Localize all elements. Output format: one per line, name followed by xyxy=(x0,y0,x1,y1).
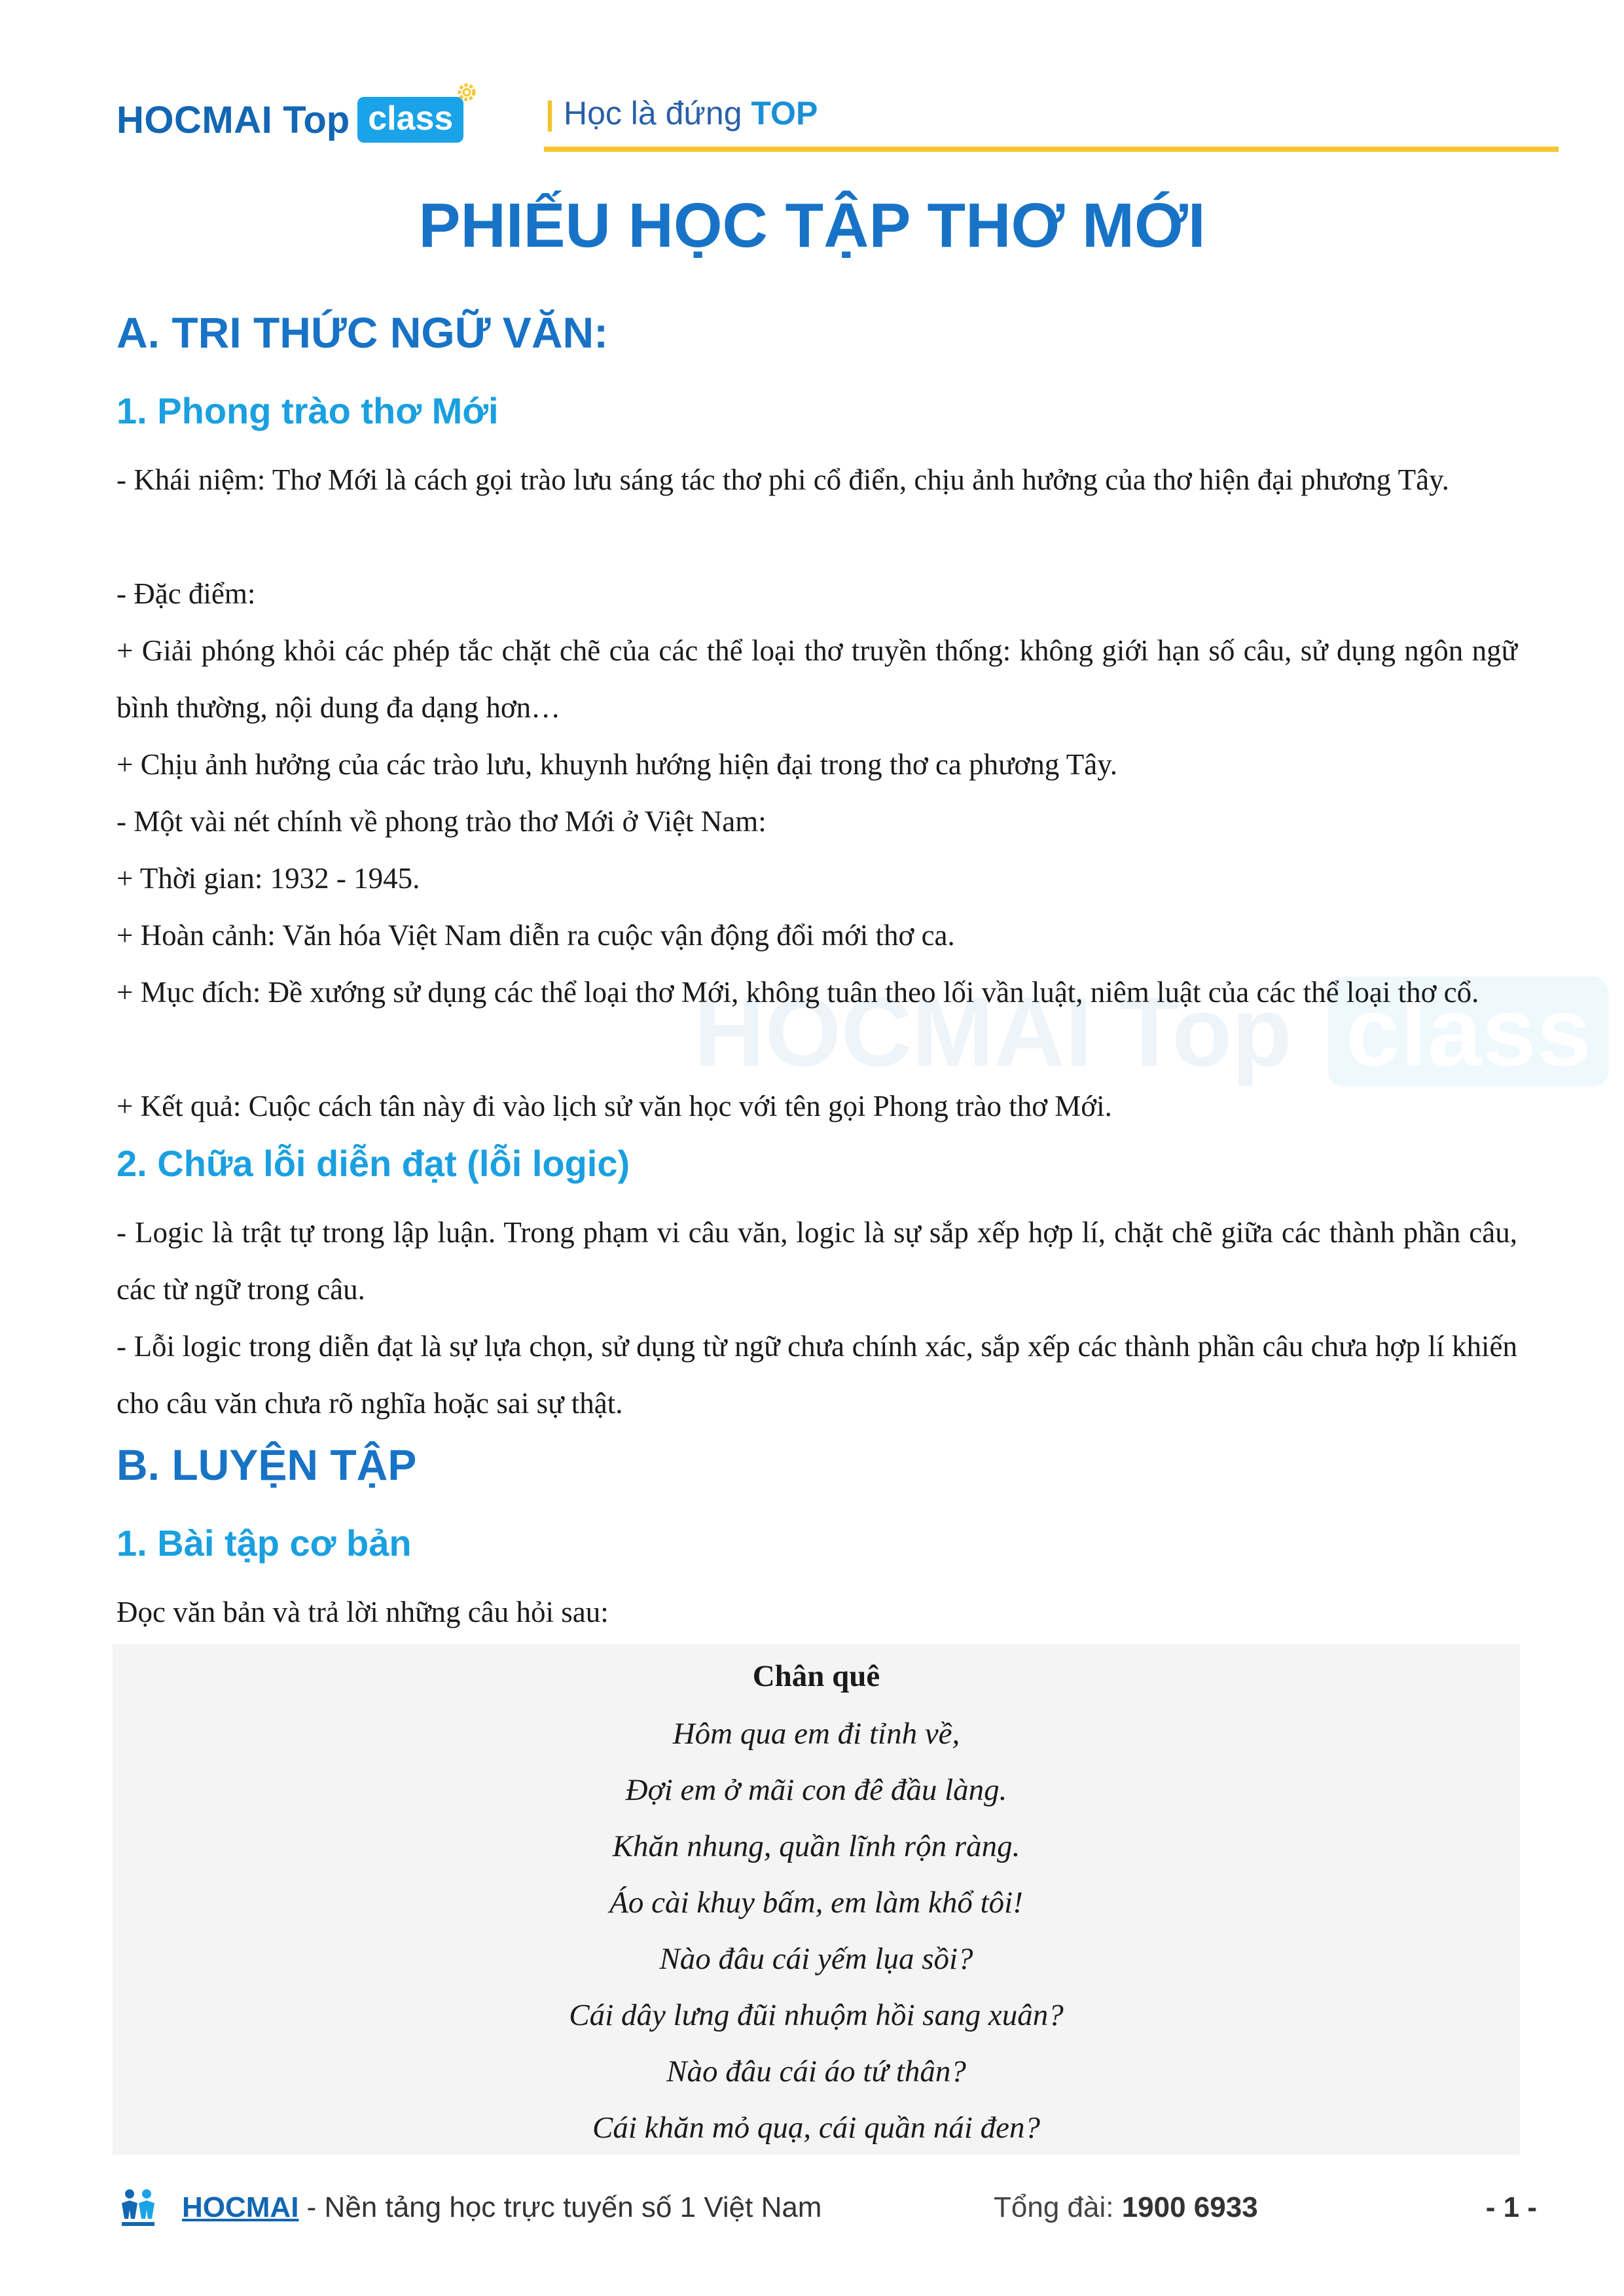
watermark-top: Top xyxy=(1119,977,1292,1086)
paragraph: + Giải phóng khỏi các phép tắc chặt chẽ của các thể loại thơ truyền thống: không giới hạn số câu, sử dụng ngôn ngữ bình thường, nội dung đa dạng hơn… xyxy=(117,634,1517,724)
paragraph: - Đặc điểm: xyxy=(117,577,256,610)
poem-line: Đợi em ở mãi con đê đầu làng. xyxy=(625,1773,1007,1807)
poem-line: Khăn nhung, quần lĩnh rộn ràng. xyxy=(612,1829,1020,1863)
paragraph: - Một vài nét chính về phong trào thơ Mới ở Việt Nam: xyxy=(117,805,767,838)
paragraph: - Lỗi logic trong diễn đạt là sự lựa chọn, sử dụng từ ngữ chưa chính xác, sắp xếp các thành phần câu chưa hợp lí khiến cho câu văn chưa rõ nghĩa hoặc sai sự thật. xyxy=(117,1330,1517,1420)
poem-line: Nào đâu cái yếm lụa sồi? xyxy=(659,1942,973,1976)
logo-class-text: class xyxy=(368,99,454,137)
hocmai-people-icon xyxy=(117,2186,160,2229)
logo-brand: HOCMAI xyxy=(117,98,273,141)
header-divider xyxy=(544,147,1559,152)
section-b-heading: B. LUYỆN TẬP xyxy=(117,1441,417,1489)
page-number: - 1 - xyxy=(1485,2191,1537,2223)
paragraph: + Hoàn cảnh: Văn hóa Việt Nam diễn ra cuộc vận động đổi mới thơ ca. xyxy=(117,919,955,952)
section-a-sub1-heading: 1. Phong trào thơ Mới xyxy=(117,390,499,431)
footer-tagline-text: - Nền tảng học trực tuyến số 1 Việt Nam xyxy=(298,2191,822,2223)
hotline-label: Tổng đài: xyxy=(994,2191,1122,2223)
page-header xyxy=(117,72,1564,154)
footer-hotline xyxy=(994,2191,1258,2224)
poem-line: Áo cài khuy bấm, em làm khổ tôi! xyxy=(609,1886,1023,1920)
instruction-text: Đọc văn bản và trả lời những câu hỏi sau: xyxy=(117,1596,609,1628)
paragraph: + Mục đích: Đề xướng sử dụng các thể loại thơ Mới, không tuân theo lối vần luật, niêm luật của các thể loại thơ cổ. xyxy=(117,976,1479,1009)
slogan-highlight: TOP xyxy=(751,95,818,132)
poem-box xyxy=(113,1644,1520,2155)
paragraph: + Kết quả: Cuộc cách tân này đi vào lịch sử văn học với tên gọi Phong trào thơ Mới. xyxy=(117,1090,1112,1122)
footer-tagline xyxy=(182,2191,821,2224)
paragraph: - Khái niệm: Thơ Mới là cách gọi trào lưu sáng tác thơ phi cổ điển, chịu ảnh hưởng của thơ hiện đại phương Tây. xyxy=(117,463,1449,496)
paragraph: + Chịu ảnh hưởng của các trào lưu, khuynh hướng hiện đại trong thơ ca phương Tây. xyxy=(117,748,1118,781)
footer-brand-link[interactable]: HOCMAI xyxy=(182,2191,299,2223)
watermark-brand: HOCMAI xyxy=(694,977,1092,1086)
hotline-number: 1900 6933 xyxy=(1121,2191,1258,2223)
gear-icon xyxy=(456,81,478,103)
watermark-class: class xyxy=(1328,977,1608,1086)
section-a-sub2-heading: 2. Chữa lỗi diễn đạt (lỗi logic) xyxy=(117,1143,630,1184)
slogan-prefix: Học là đứng xyxy=(564,95,742,132)
slogan xyxy=(545,94,818,132)
paragraph: - Logic là trật tự trong lập luận. Trong phạm vi câu văn, logic là sự sắp xếp hợp lí, chặt chẽ giữa các thành phần câu, các từ ngữ trong câu. xyxy=(117,1216,1517,1306)
poem-line: Hôm qua em đi tỉnh về, xyxy=(672,1717,960,1751)
section-b-sub1-heading: 1. Bài tập cơ bản xyxy=(117,1522,412,1564)
slogan-divider: | xyxy=(545,95,554,132)
page-title: PHIẾU HỌC TẬP THƠ MỚI xyxy=(418,190,1206,260)
page-footer xyxy=(117,2186,1537,2238)
poem-line: Cái khăn mỏ quạ, cái quần nái đen? xyxy=(592,2111,1041,2145)
hocmai-topclass-logo xyxy=(117,90,463,149)
section-a-heading: A. TRI THỨC NGỮ VĂN: xyxy=(117,308,609,357)
poem-line: Nào đâu cái áo tứ thân? xyxy=(666,2054,966,2089)
logo-top: Top xyxy=(283,98,350,141)
poem-title: Chân quê xyxy=(752,1659,880,1693)
poem-line: Cái dây lưng đũi nhuộm hồi sang xuân? xyxy=(569,1998,1064,2032)
logo-class-badge xyxy=(357,97,463,143)
paragraph: + Thời gian: 1932 - 1945. xyxy=(117,862,420,895)
